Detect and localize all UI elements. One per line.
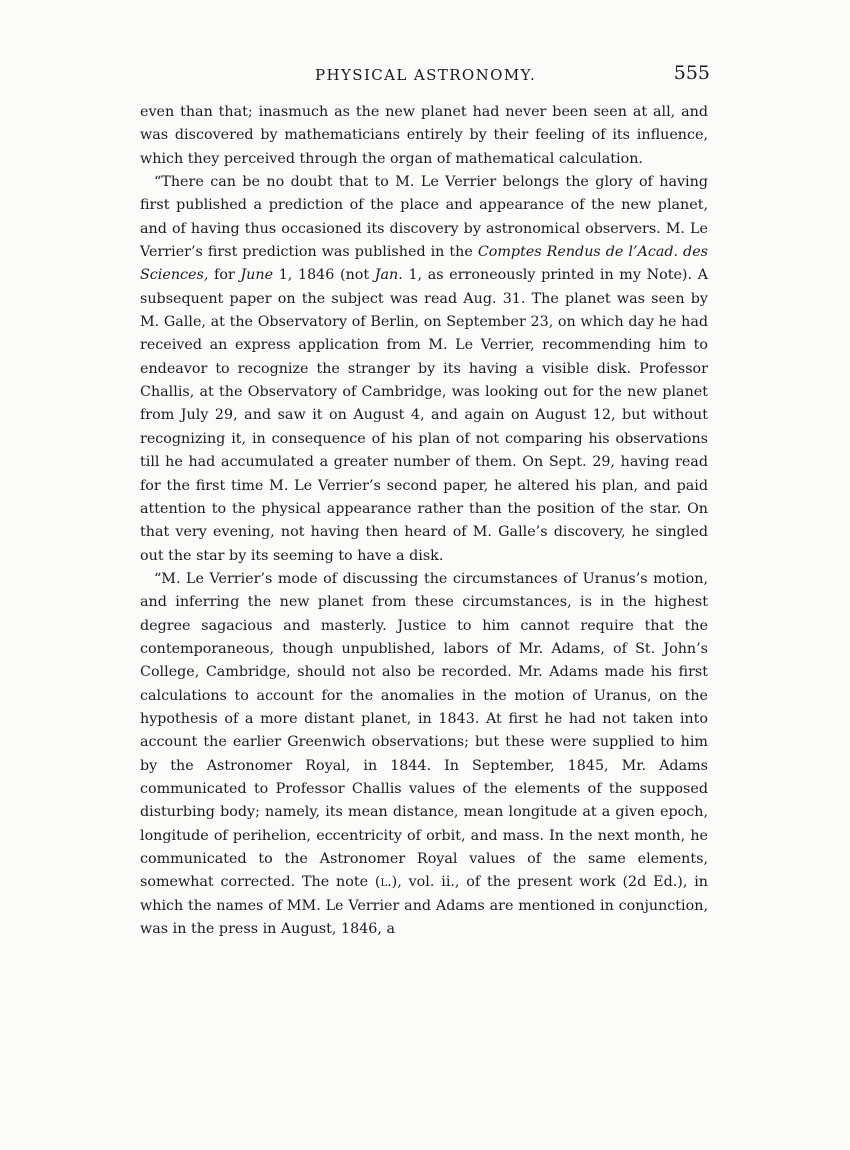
text-run: ), vol. ii., of the present work (2d Ed.), in which the names of MM. Le Verrier and Adams are mentioned in conjunction, was in the press in August, 1846, a: [140, 874, 709, 938]
month-june: June: [240, 267, 274, 284]
month-jan: Jan.: [374, 267, 403, 284]
page-number: 555: [673, 62, 710, 84]
page-header: [140, 62, 710, 90]
text-run: “M. Le Verrier’s mode of discussing the circumstances of Uranus’s motion, and inferring the new planet from these circumstances, is in the highest degree sagacious and masterly. Justice to him cannot require that the contemporaneous, though unpublished, labors of Mr. Adams, of St. John’s College, Cambridge, should not also be recorded. Mr. Adams made his first calculations to account for the anomalies in the motion of Uranus, on the hypothesis of a more distant planet, in 1843. At first he had not taken into account the earlier Greenwich observations; but these were supplied to him by the Astronomer Royal, in 1844. In September, 1845, Mr. Adams communicated to Professor Challis values of the elements of the supposed disturbing body; namely, its mean distance, mean longitude at a given epoch, longitude of perihelion, eccentricity of orbit, and mass. In the next month, he communicated to the Astronomer Royal values of the same elements, somewhat corrected. The note (: [140, 570, 708, 891]
text-run: for: [208, 267, 241, 284]
paragraph-le-verrier-mode: [140, 568, 708, 942]
paragraph-continuation: even than that; inasmuch as the new planet had never been seen at all, and was discovered by mathematicians entirely by their feeling of its influence, which they perceived through the organ of mathematical calculation.: [140, 104, 708, 167]
running-head: PHYSICAL ASTRONOMY.: [315, 66, 537, 84]
paragraph-le-verrier-glory: [140, 171, 708, 568]
text-run: 1, 1846 (not: [273, 267, 375, 284]
note-letter: l.: [380, 874, 392, 891]
body-text: [140, 101, 708, 941]
journal-title: Comptes Rendus de l’Acad. des Sciences,: [140, 244, 708, 284]
text-run: “There can be no doubt that to M. Le Verrier belongs the glory of having first published a prediction of the place and appearance of the new planet, and of having thus occasioned its discovery by astronomical observers. M. Le Verrier’s first prediction was published in the: [140, 174, 708, 261]
text-run: 1, as erroneously printed in my Note). A subsequent paper on the subject was read Aug. 31. The planet was seen by M. Galle, at the Observatory of Berlin, on September 23, on which day he had received an express application from M. Le Verrier, recommending him to endeavor to recognize the stranger by its having a visible disk. Professor Challis, at the Observatory of Cambridge, was looking out for the new planet from July 29, and saw it on August 4, and again on August 12, but without recognizing it, in consequence of his plan of not comparing his observations till he had accumulated a greater number of them. On Sept. 29, having read for the first time M. Le Verrier’s second paper, he altered his plan, and paid attention to the physical appearance rather than the position of the star. On that very evening, not having then heard of M. Galle’s discovery, he singled out the star by its seeming to have a disk.: [140, 267, 708, 564]
